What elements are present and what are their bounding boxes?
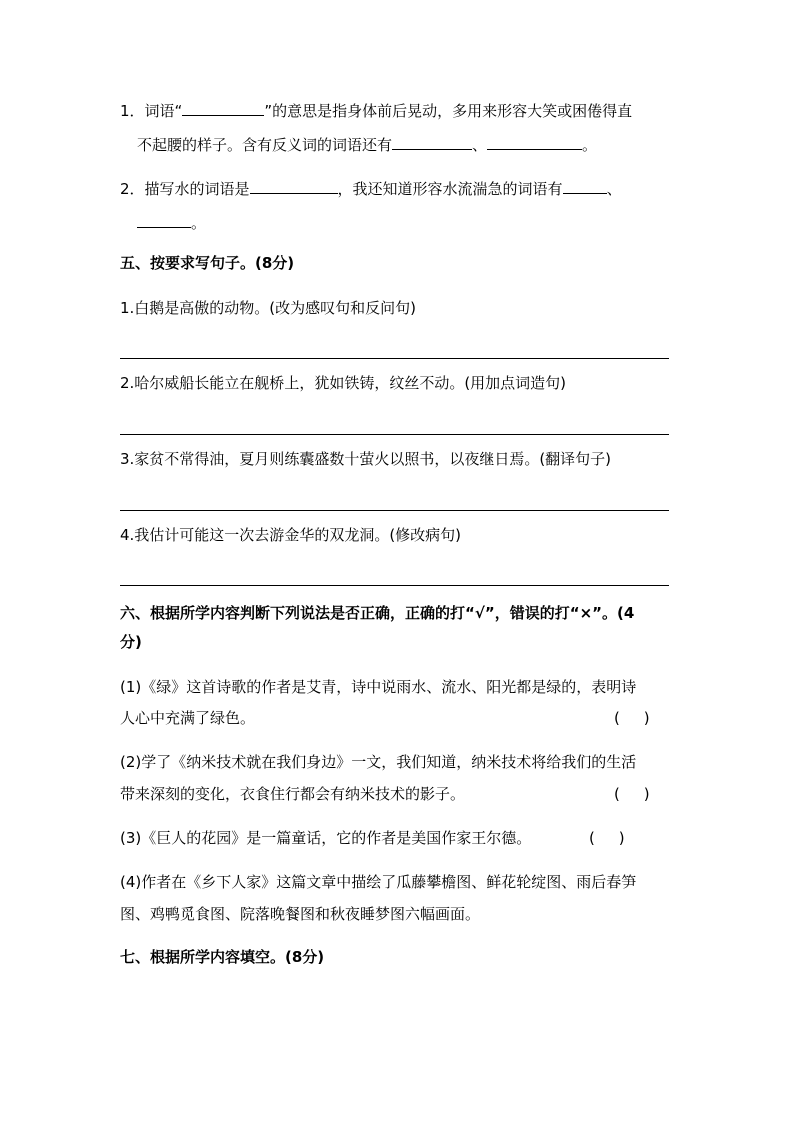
- answer-line[interactable]: [120, 434, 669, 435]
- q5-item-2: 2.哈尔威船长能立在舰桥上，犹如铁铸，纹丝不动。(用加点词造句): [120, 374, 567, 392]
- answer-blank[interactable]: [250, 177, 338, 194]
- q4-item2-text-a: 2．描写水的词语是: [120, 180, 250, 198]
- answer-line[interactable]: [120, 510, 669, 511]
- answer-blank[interactable]: [182, 99, 264, 116]
- answer-parentheses[interactable]: ( ): [589, 829, 625, 847]
- q4-item1-text-b: ”的意思是指身体前后晃动，多用来形容大笑或困倦得直: [264, 102, 633, 120]
- q6-statement-4-line1: (4)作者在《乡下人家》这篇文章中描绘了瓜藤攀檐图、鲜花轮绽图、雨后春笋: [120, 873, 637, 891]
- q6-statement-1-line2: 人心中充满了绿色。: [120, 709, 256, 727]
- q5-item-3: 3.家贫不常得油，夏月则练囊盛数十萤火以照书，以夜继日焉。(翻译句子): [120, 450, 612, 468]
- q4-item2-text-b: ，我还知道形容水流湍急的词语有: [337, 180, 563, 198]
- q4-item2-line1: [120, 177, 622, 200]
- q6-heading-line2: 分): [120, 633, 142, 651]
- q6-statement-2-line2: 带来深刻的变化，衣食住行都会有纳米技术的影子。: [120, 785, 466, 803]
- q5-item-4: 4.我估计可能这一次去游金华的双龙洞。(修改病句): [120, 526, 462, 544]
- q4-item1-text-a: 1．词语“: [120, 102, 183, 120]
- answer-parentheses[interactable]: ( ): [614, 785, 650, 803]
- q4-item1-sep: 、: [472, 136, 488, 154]
- q4-item1-line2: [137, 133, 597, 156]
- q6-statement-1-line1: (1)《绿》这首诗歌的作者是艾青，诗中说雨水、流水、阳光都是绿的，表明诗: [120, 678, 637, 696]
- answer-parentheses[interactable]: ( ): [614, 709, 650, 727]
- answer-line[interactable]: [120, 585, 669, 586]
- q4-item1-line1: [120, 99, 632, 122]
- q4-item2-end: 。: [191, 214, 207, 232]
- answer-line[interactable]: [120, 358, 669, 359]
- q7-heading: 七、根据所学内容填空。(8分): [120, 948, 325, 966]
- answer-blank[interactable]: [563, 177, 607, 194]
- answer-blank[interactable]: [487, 133, 582, 150]
- q6-statement-2-line1: (2)学了《纳米技术就在我们身边》一文，我们知道，纳米技术将给我们的生活: [120, 753, 637, 771]
- answer-blank[interactable]: [137, 211, 191, 228]
- q5-item-1: 1.白鹅是高傲的动物。(改为感叹句和反问句): [120, 299, 417, 317]
- q4-item2-sep: 、: [606, 180, 622, 198]
- q4-item2-line2: [137, 211, 206, 234]
- q6-heading-line1: 六、根据所学内容判断下列说法是否正确，正确的打“√”，错误的打“×”。(4: [120, 604, 635, 622]
- q5-heading: 五、按要求写句子。(8分): [120, 254, 295, 272]
- q4-item1-end: 。: [582, 136, 598, 154]
- q6-statement-4-line2: 图、鸡鸭觅食图、院落晚餐图和秋夜睡梦图六幅画面。: [120, 905, 481, 923]
- answer-blank[interactable]: [392, 133, 472, 150]
- q6-statement-3: (3)《巨人的花园》是一篇童话，它的作者是美国作家王尔德。: [120, 829, 532, 847]
- q4-item1-text-c: 不起腰的样子。含有反义词的词语还有: [137, 136, 393, 154]
